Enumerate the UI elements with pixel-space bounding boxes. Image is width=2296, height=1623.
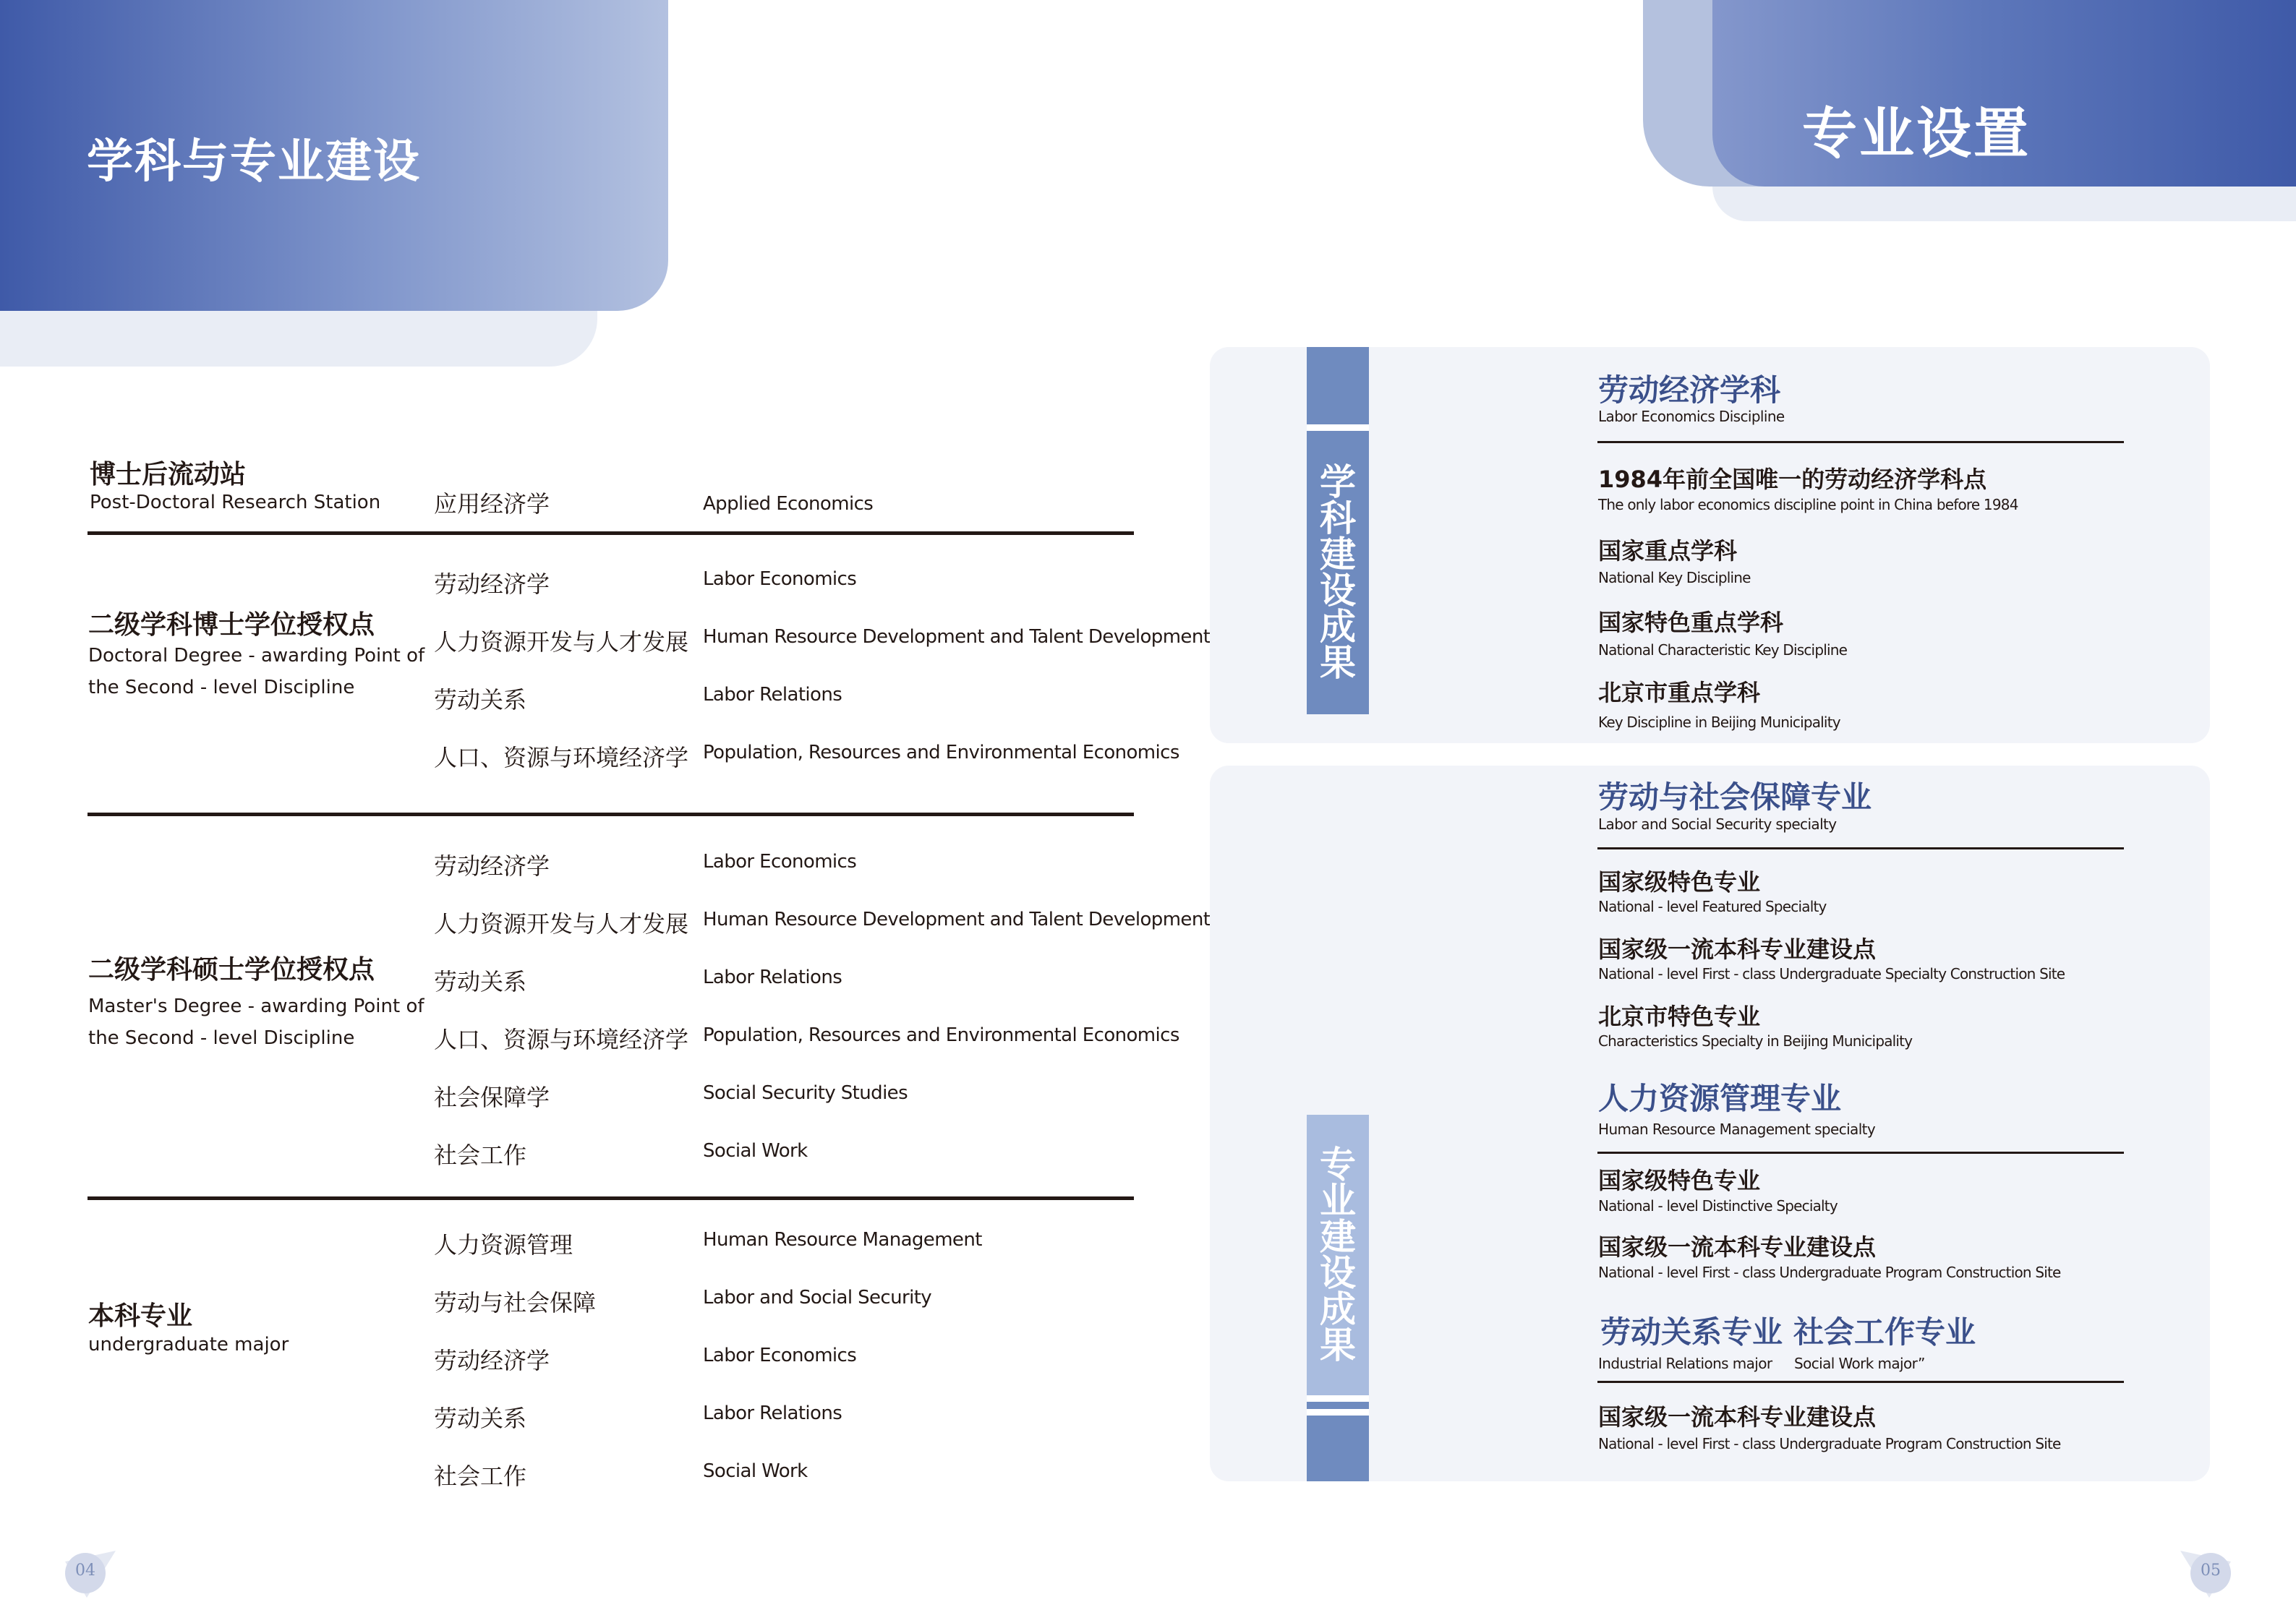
program-en: Labor Relations	[703, 684, 842, 706]
specialty-heading: 劳动关系专业	[1600, 1314, 1783, 1350]
achievement-zh: 国家特色重点学科	[1598, 609, 1784, 636]
program-en: Labor Economics	[703, 568, 857, 590]
program-zh: 人力资源开发与人才发展	[434, 628, 689, 656]
left-page-title: 学科与专业建设	[87, 135, 421, 189]
achievement-zh: 北京市重点学科	[1598, 679, 1761, 706]
section-subtitle-undergraduate: undergraduate major	[88, 1334, 289, 1356]
specialty-heading: 社会工作专业	[1793, 1314, 1976, 1350]
vertical-label-char: 设	[1320, 1252, 1356, 1294]
vertical-label-text	[1320, 1144, 1356, 1366]
bar-separator	[1307, 424, 1369, 431]
achievement-en: National - level First - class Undergraduate Specialty Construction Site	[1598, 965, 2065, 982]
vertical-label-char: 建	[1320, 534, 1356, 575]
program-en: Social Security Studies	[703, 1082, 908, 1104]
table-divider	[88, 813, 1134, 816]
section-subtitle-master-line1: Master's Degree - awarding Point of	[88, 995, 424, 1017]
vertical-label-char: 科	[1320, 497, 1356, 539]
achievement-en: National - level First - class Undergraduate Program Construction Site	[1598, 1435, 2061, 1452]
specialty-heading: 劳动与社会保障专业	[1598, 779, 1872, 815]
program-en: Human Resource Development and Talent Development	[703, 626, 1211, 648]
program-zh: 人口、资源与环境经济学	[434, 1026, 689, 1053]
section-subtitle-doctoral-line1: Doctoral Degree - awarding Point of	[88, 645, 425, 667]
program-zh: 劳动关系	[434, 968, 527, 995]
vertical-label-text	[1320, 461, 1356, 684]
right-page-title: 专业设置	[1802, 101, 2031, 166]
program-en: Population, Resources and Environmental Economics	[703, 742, 1179, 763]
achievement-zh: 国家级一流本科专业建设点	[1598, 1233, 1877, 1261]
specialty-divider	[1597, 1152, 2124, 1154]
section-subtitle-master-line2: the Second - level Discipline	[88, 1027, 355, 1049]
program-en: Labor Economics	[703, 1345, 857, 1366]
achievement-en: National - level Distinctive Specialty	[1598, 1197, 1838, 1215]
page-number-left: 04	[75, 1562, 95, 1580]
achievement-en: National - level First - class Undergraduate Program Construction Site	[1598, 1264, 2061, 1281]
section-subtitle-postdoc: Post-Doctoral Research Station	[90, 492, 381, 513]
program-zh: 社会工作	[434, 1142, 527, 1169]
program-zh: 劳动经济学	[434, 852, 550, 880]
section-title-postdoc: 博士后流动站	[90, 460, 247, 489]
vertical-label-char: 学	[1320, 461, 1356, 503]
discipline-heading: 劳动经济学科	[1598, 372, 1781, 408]
right-header-strip	[1712, 187, 2296, 221]
program-en: Labor Relations	[703, 1403, 842, 1424]
achievement-zh: 国家级一流本科专业建设点	[1598, 935, 1877, 963]
vertical-label-char: 建	[1320, 1216, 1356, 1258]
program-zh: 劳动经济学	[434, 1347, 550, 1374]
program-en: Human Resource Development and Talent Development	[703, 909, 1211, 930]
achievement-zh: 国家级一流本科专业建设点	[1598, 1403, 1877, 1431]
specialty-heading-en: Industrial Relations major	[1598, 1355, 1772, 1372]
specialty-heading-en: Labor and Social Security specialty	[1598, 815, 1837, 833]
vertical-label-char: 果	[1320, 1324, 1356, 1366]
specialty-heading-en: Human Resource Management specialty	[1598, 1121, 1876, 1138]
specialty-vertical-label	[1307, 1115, 1369, 1395]
table-divider	[88, 1196, 1134, 1200]
discipline-divider	[1597, 441, 2124, 443]
program-en: Human Resource Management	[703, 1229, 982, 1251]
achievement-zh: 国家重点学科	[1598, 537, 1738, 565]
program-en: Population, Resources and Environmental Economics	[703, 1024, 1179, 1046]
program-zh: 人力资源开发与人才发展	[434, 910, 689, 938]
vertical-label-char: 成	[1320, 1288, 1356, 1330]
program-en: Social Work	[703, 1140, 808, 1162]
program-en: Social Work	[703, 1460, 808, 1482]
program-zh: 人口、资源与环境经济学	[434, 744, 689, 771]
program-en: Labor Relations	[703, 967, 842, 988]
vertical-label-char: 业	[1320, 1180, 1356, 1222]
discipline-vertical-label	[1307, 431, 1369, 714]
bar-separator	[1307, 1395, 1369, 1402]
specialty-bar-stripe	[1307, 1402, 1369, 1409]
section-title-master: 二级学科硕士学位授权点	[88, 955, 375, 985]
page-number-right: 05	[2201, 1562, 2221, 1580]
program-en: Applied Economics	[703, 493, 874, 515]
vertical-label-char: 成	[1320, 606, 1356, 648]
vertical-label-char: 果	[1320, 642, 1356, 684]
achievement-en: National - level Featured Specialty	[1598, 898, 1827, 915]
achievement-zh: 国家级特色专业	[1598, 1167, 1761, 1194]
program-zh: 劳动关系	[434, 1405, 527, 1432]
specialty-divider	[1597, 847, 2124, 849]
discipline-heading-en: Labor Economics Discipline	[1598, 408, 1785, 425]
program-en: Labor and Social Security	[703, 1287, 932, 1309]
specialty-divider	[1597, 1381, 2124, 1383]
specialty-bar-bottom	[1307, 1416, 1369, 1481]
section-title-undergraduate: 本科专业	[88, 1301, 193, 1331]
program-zh: 劳动与社会保障	[434, 1289, 597, 1316]
program-en: Labor Economics	[703, 851, 857, 873]
achievement-en: The only labor economics discipline point in China before 1984	[1598, 496, 2018, 513]
table-divider	[88, 531, 1134, 535]
achievement-en: National Key Discipline	[1598, 569, 1751, 586]
achievement-zh: 1984年前全国唯一的劳动经济学科点	[1598, 466, 1987, 493]
program-zh: 劳动关系	[434, 686, 527, 714]
achievement-en: Characteristics Specialty in Beijing Municipality	[1598, 1032, 1913, 1050]
discipline-bar-top	[1307, 347, 1369, 424]
program-zh: 人力资源管理	[434, 1231, 573, 1259]
program-zh: 社会保障学	[434, 1084, 550, 1111]
specialty-heading: 人力资源管理专业	[1598, 1081, 1842, 1116]
achievement-en: National Characteristic Key Discipline	[1598, 641, 1848, 659]
achievement-zh: 国家级特色专业	[1598, 868, 1761, 896]
achievement-zh: 北京市特色专业	[1598, 1003, 1761, 1030]
vertical-label-char: 设	[1320, 570, 1356, 612]
achievement-en: Key Discipline in Beijing Municipality	[1598, 714, 1840, 731]
program-zh: 社会工作	[434, 1463, 527, 1490]
program-zh: 劳动经济学	[434, 570, 550, 598]
vertical-label-char: 专	[1320, 1144, 1356, 1186]
bar-separator	[1307, 1409, 1369, 1416]
section-title-doctoral: 二级学科博士学位授权点	[88, 610, 375, 640]
program-zh: 应用经济学	[434, 490, 550, 518]
specialty-heading-en: Social Work major”	[1794, 1355, 1925, 1372]
section-subtitle-doctoral-line2: the Second - level Discipline	[88, 677, 355, 698]
